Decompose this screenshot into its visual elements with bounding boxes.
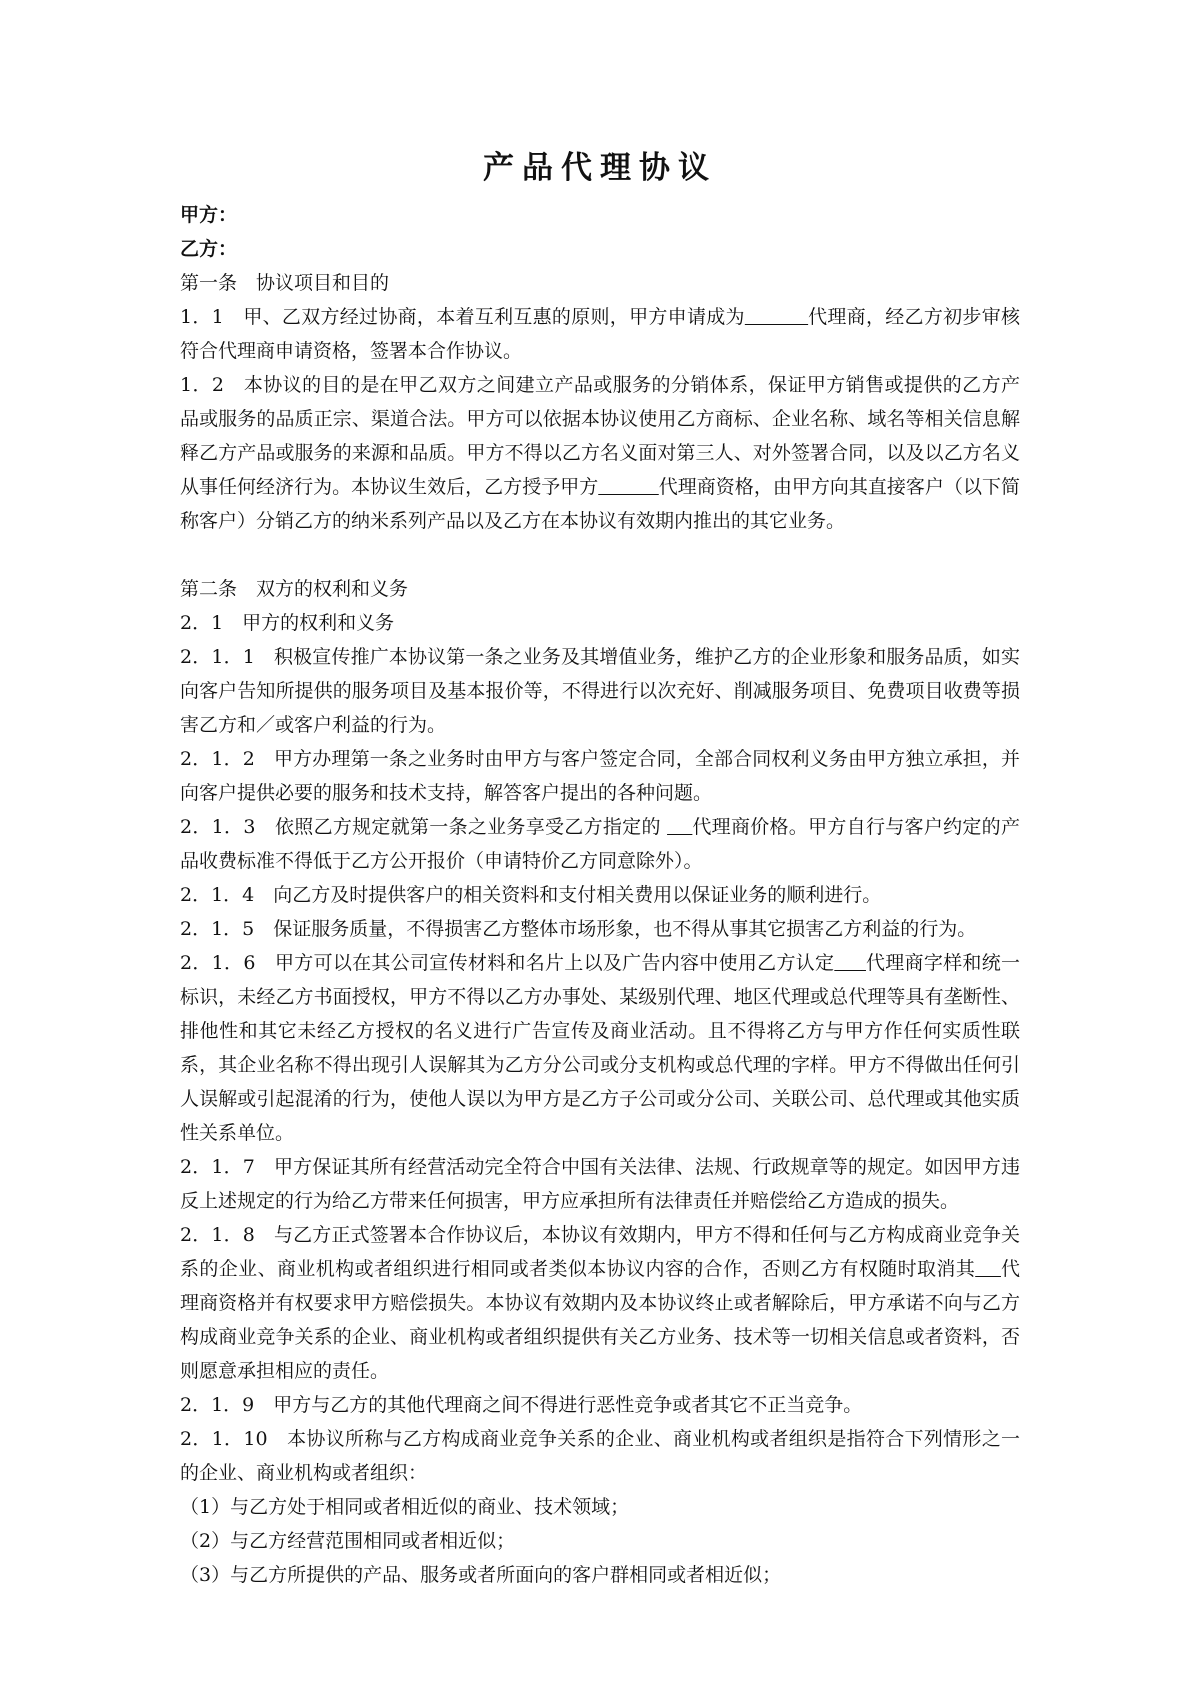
clause-1-2 (180, 368, 1020, 538)
blank-field-agent-title (834, 952, 866, 974)
clause-2-1-3 (180, 810, 1020, 878)
clause-1-2-text-b: 代理商资格，由甲方向其直接客户（以下简称客户）分销乙方的纳米系列产品以及乙方在本协议有效期内推出的其它业务。 (180, 476, 1020, 532)
list-item-2: （2）与乙方经营范围相同或者相近似； (180, 1530, 516, 1552)
party-b-label: 乙方： (180, 238, 238, 260)
blank-field-agent-qualification (975, 1258, 1001, 1280)
clause-2-1-8-text-b: 代理商资格并有权要求甲方赔偿损失。本协议有效期内及本协议终止或者解除后，甲方承诺不向与乙方构成商业竞争关系的企业、商业机构或者组织提供有关乙方业务、技术等一切相关信息或者资料，否则愿意承担相应的责任。 (180, 1258, 1020, 1382)
clause-2-1-8-text-a: 2．1．8 与乙方正式签署本合作协议后，本协议有效期内，甲方不得和任何与乙方构成商业竞争关系的企业、商业机构或者组织进行相同或者类似本协议内容的合作，否则乙方有权随时取消其 (180, 1224, 1020, 1280)
clause-2-1-4: 2．1．4 向乙方及时提供客户的相关资料和支付相关费用以保证业务的顺利进行。 (180, 884, 882, 906)
paragraph-spacer (180, 538, 1020, 572)
article-1-heading: 第一条 协议项目和目的 (180, 272, 390, 294)
clause-1-1-text-a: 1．1 甲、乙双方经过协商，本着互利互惠的原则，甲方申请成为 (180, 306, 745, 328)
clause-2-1-3-text-b: 代理商价格。甲方自行与客户约定的产品收费标准不得低于乙方公开报价（申请特价乙方同意除外）。 (180, 816, 1020, 872)
clause-2-1-7: 2．1．7 甲方保证其所有经营活动完全符合中国有关法律、法规、行政规章等的规定。如因甲方违反上述规定的行为给乙方带来任何损害，甲方应承担所有法律责任并赔偿给乙方造成的损失。 (180, 1156, 1020, 1212)
clause-2-1-8 (180, 1218, 1020, 1388)
clause-2-1-9: 2．1．9 甲方与乙方的其他代理商之间不得进行恶性竞争或者其它不正当竞争。 (180, 1394, 863, 1416)
clause-2-1-10: 2．1．10 本协议所称与乙方构成商业竞争关系的企业、商业机构或者组织是指符合下列情形之一的企业、商业机构或者组织： (180, 1428, 1020, 1484)
party-a-label: 甲方： (180, 204, 238, 226)
clause-1-2-text-a: 1．2 本协议的目的是在甲乙双方之间建立产品或服务的分销体系，保证甲方销售或提供的乙方产品或服务的品质正宗、渠道合法。甲方可以依据本协议使用乙方商标、企业名称、域名等相关信息解释乙方产品或服务的来源和品质。甲方不得以乙方名义面对第三人、对外签署合同，以及以乙方名义从事任何经济行为。本协议生效后，乙方授予甲方 (180, 374, 1020, 498)
blank-field-agent-price (667, 816, 692, 838)
article-2-heading: 第二条 双方的权利和义务 (180, 578, 409, 600)
clause-1-1-text-b: 代理商，经乙方初步审核符合代理商申请资格，签署本合作协议。 (180, 306, 1020, 362)
clause-2-1-3-text-a: 2．1．3 依照乙方规定就第一条之业务享受乙方指定的 (180, 816, 668, 838)
clause-2-1-2: 2．1．2 甲方办理第一条之业务时由甲方与客户签定合同，全部合同权利义务由甲方独立承担，并向客户提供必要的服务和技术支持，解答客户提出的各种问题。 (180, 748, 1020, 804)
clause-2-1-6 (180, 946, 1020, 1150)
clause-2-1-5: 2．1．5 保证服务质量，不得损害乙方整体市场形象，也不得从事其它损害乙方利益的行为。 (180, 918, 977, 940)
clause-2-1-6-text-b: 代理商字样和统一标识，未经乙方书面授权，甲方不得以乙方办事处、某级别代理、地区代理或总代理等具有垄断性、排他性和其它未经乙方授权的名义进行广告宣传及商业活动。且不得将乙方与甲方作任何实质性联系，其企业名称不得出现引人误解其为乙方分公司或分支机构或总代理的字样。甲方不得做出任何引人误解或引起混淆的行为，使他人误以为甲方是乙方子公司或分公司、关联公司、总代理或其他实质性关系单位。 (180, 952, 1020, 1144)
clause-1-1 (180, 300, 1020, 368)
clause-2-1-1: 2．1．1 积极宣传推广本协议第一条之业务及其增值业务，维护乙方的企业形象和服务品质，如实向客户告知所提供的服务项目及基本报价等，不得进行以次充好、削减服务项目、免费项目收费等损害乙方和／或客户利益的行为。 (180, 646, 1020, 736)
section-2-1-heading: 2．1 甲方的权利和义务 (180, 612, 395, 634)
document-body (180, 148, 1020, 1592)
blank-field-agent-type-1 (745, 306, 808, 328)
document-title: 产品代理协议 (483, 150, 717, 186)
clause-2-1-6-text-a: 2．1．6 甲方可以在其公司宣传材料和名片上以及广告内容中使用乙方认定 (180, 952, 835, 974)
list-item-3: （3）与乙方所提供的产品、服务或者所面向的客户群相同或者相近似； (180, 1564, 782, 1586)
list-item-1: （1）与乙方处于相同或者相近似的商业、技术领域； (180, 1496, 630, 1518)
blank-field-agent-type-2 (598, 476, 659, 498)
